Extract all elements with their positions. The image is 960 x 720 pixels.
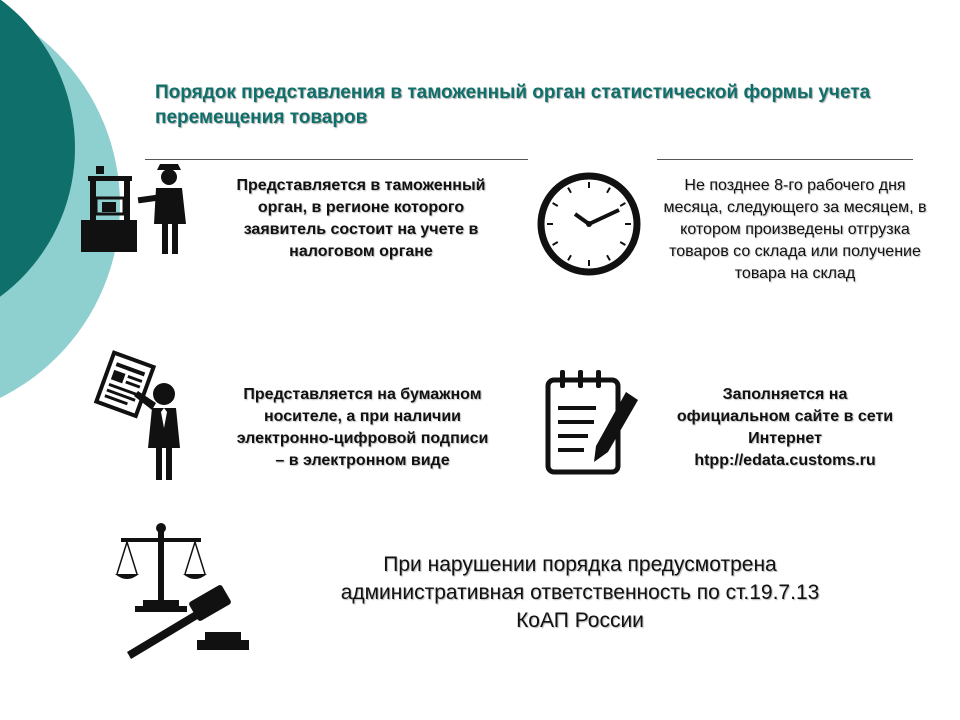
notepad-pen-icon [540, 368, 645, 480]
clock-icon [535, 170, 643, 278]
customs-officer-icon [78, 158, 198, 258]
block-deadline: Не позднее 8-го рабочего дня месяца, следующего за месяцем, в котором произведены отгрузка товаров со склада или получение товара на склад [663, 177, 927, 282]
person-document-icon [92, 350, 192, 482]
scales-gavel-icon [113, 522, 258, 662]
footer-liability-text: При нарушении порядка предусмотрена административная ответственность по ст.19.7.13 КоАП России [340, 553, 820, 632]
block-submission-place: Представляется в таможенный орган, в регионе которого заявитель состоит на учете в налоговом органе [236, 177, 486, 260]
divider-left [145, 159, 528, 160]
block-paper-format: Представляется на бумажном носителе, а при наличии электронно-цифровой подписи – в электронном виде [236, 386, 489, 469]
divider-right [657, 159, 913, 160]
slide-title: Порядок представления в таможенный орган статистической формы учета перемещения товаров [155, 82, 871, 128]
block-online-filling: Заполняется на официальном сайте в сети Интернет htpp://edata.customs.ru [676, 386, 894, 469]
